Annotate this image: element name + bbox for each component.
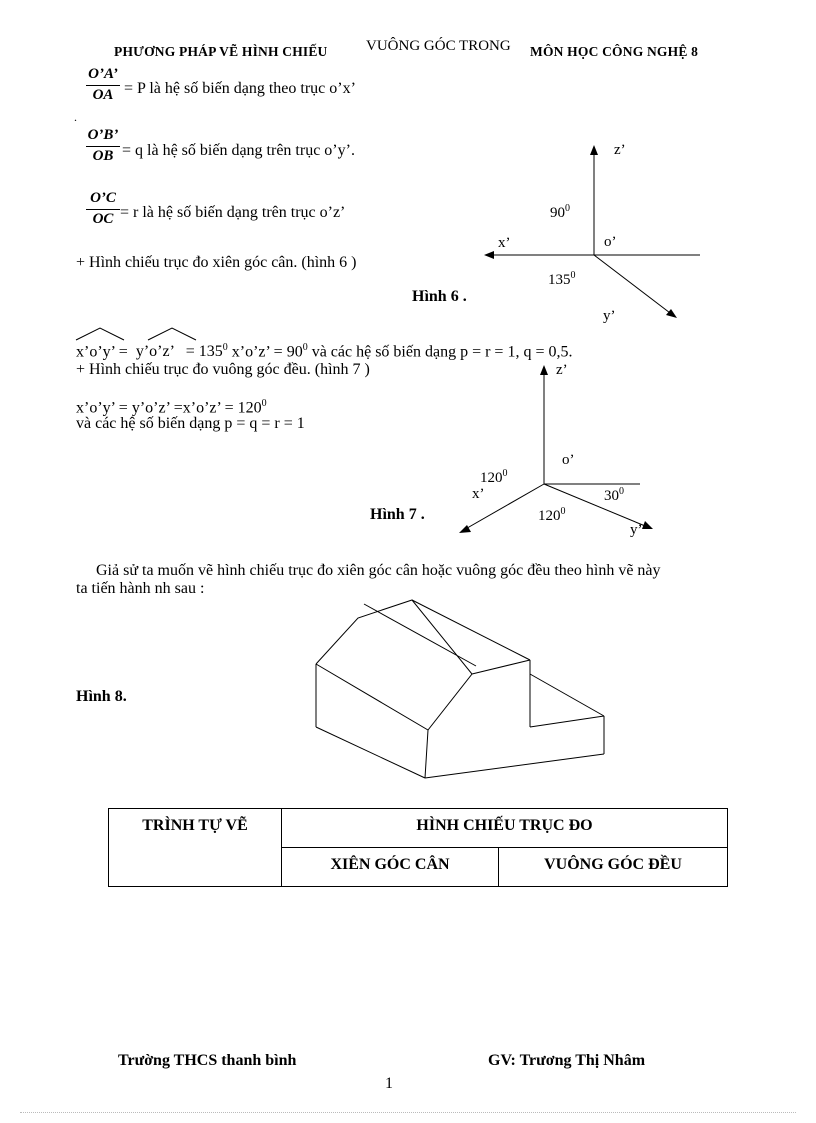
coefficient-q-text: = q là hệ số biến dạng trên trục o’y’. — [122, 142, 355, 159]
coefficients-text: và các hệ số biến dạng p = r = 1, q = 0,5. — [307, 343, 573, 361]
fig7-angle-30-value: 30 — [604, 488, 619, 504]
drawing-procedure-table — [108, 808, 728, 887]
fraction-denominator: OC — [92, 211, 114, 227]
degree-sup: 0 — [261, 398, 267, 409]
footer-teacher: GV: Trương Thị Nhâm — [488, 1052, 646, 1069]
fig8-roof-back — [412, 600, 530, 660]
fig7-y-label: y’ — [630, 522, 643, 538]
degree-sup: 0 — [502, 468, 508, 479]
degree-sup: 0 — [560, 506, 566, 517]
header-left: PHƯƠNG PHÁP VẼ HÌNH CHIẾU — [114, 44, 328, 59]
fig7-x-label: x’ — [472, 486, 485, 502]
isometric-coefficients: và các hệ số biến dạng p = q = r = 1 — [76, 415, 305, 432]
degree-sup: 0 — [570, 270, 576, 281]
degree-sup: 0 — [302, 342, 308, 353]
fig6-x-label: x’ — [498, 235, 511, 251]
page-number: 1 — [385, 1075, 393, 1092]
fig6-z-label: z’ — [614, 142, 626, 158]
table-header-group: HÌNH CHIẾU TRỤC ĐO — [282, 809, 728, 848]
fig8-ridge-line — [364, 604, 476, 666]
fig8-base-left — [316, 727, 425, 778]
table-header-isometric: VUÔNG GÓC ĐỀU — [499, 848, 728, 887]
table-header-procedure: TRÌNH TỰ VẼ — [109, 809, 282, 887]
degree-sup: 0 — [222, 342, 228, 353]
paragraph-line-2: ta tiến hành nh sau : — [76, 580, 205, 597]
fig8-gable-front — [316, 600, 472, 730]
fraction-denominator: OA — [92, 87, 114, 103]
isometric-angles-text: x’o’y’ = y’o’z’ =x’o’z’ = 120 — [76, 399, 262, 417]
page-bottom-divider — [20, 1112, 796, 1113]
angle-xoz-90: x’o’z’ = 90 — [227, 343, 303, 361]
fig7-caption: Hình 7 . — [370, 506, 425, 523]
coefficient-r-text: = r là hệ số biến dạng trên trục o’z’ — [120, 204, 346, 221]
angle-xoy: x’o’y’ = — [76, 343, 128, 361]
stray-dot: . — [74, 110, 77, 124]
header-middle: VUÔNG GÓC TRONG — [366, 38, 511, 54]
fig6-o-label: o’ — [604, 234, 617, 250]
bullet-isometric: + Hình chiếu trục đo vuông góc đều. (hình 7 ) — [76, 361, 370, 378]
fraction-numerator: O’B’ — [86, 127, 120, 147]
table-header-oblique: XIÊN GÓC CÂN — [282, 848, 499, 887]
fig8-step-top — [530, 674, 604, 716]
fig6-angle-90-value: 90 — [550, 205, 565, 221]
fraction-denominator: OB — [92, 148, 114, 164]
fig8-caption: Hình 8. — [76, 688, 127, 705]
fig8-base-right — [425, 754, 604, 778]
fig8-step-front — [530, 716, 604, 727]
fig7-angle-120b-value: 120 — [538, 508, 561, 524]
coefficient-p-text: = P là hệ số biến dạng theo trục o’x’ — [124, 80, 356, 97]
fig7-o-label: o’ — [562, 452, 575, 468]
fraction-numerator: O’A’ — [86, 66, 120, 86]
bullet-oblique: + Hình chiếu trục đo xiên góc cân. (hình 6 ) — [76, 254, 357, 271]
fraction-numerator: O’C — [86, 190, 120, 210]
fig6-y-label: y’ — [603, 308, 616, 324]
paragraph-line-1: Giả sử ta muốn vẽ hình chiếu trục đo xiên góc cân hoặc vuông góc đều theo hình vẽ này — [96, 562, 661, 579]
fig7-angle-120a-value: 120 — [480, 470, 503, 486]
fig6-angle-135-value: 135 — [548, 272, 571, 288]
fig8-corner-vertical — [425, 730, 428, 778]
fig6-caption: Hình 6 . — [412, 288, 467, 305]
angle-135-value: = 135 — [185, 343, 223, 361]
angle-yoz: y’o’z’ — [135, 343, 174, 361]
table-row — [109, 809, 728, 848]
fig8-ridge-back — [472, 660, 530, 674]
degree-sup: 0 — [565, 203, 570, 214]
footer-school: Trường THCS thanh bình — [118, 1052, 297, 1069]
fig7-z-label: z’ — [556, 362, 568, 378]
degree-sup: 0 — [619, 486, 624, 497]
header-right: MÔN HỌC CÔNG NGHỆ 8 — [530, 44, 699, 59]
